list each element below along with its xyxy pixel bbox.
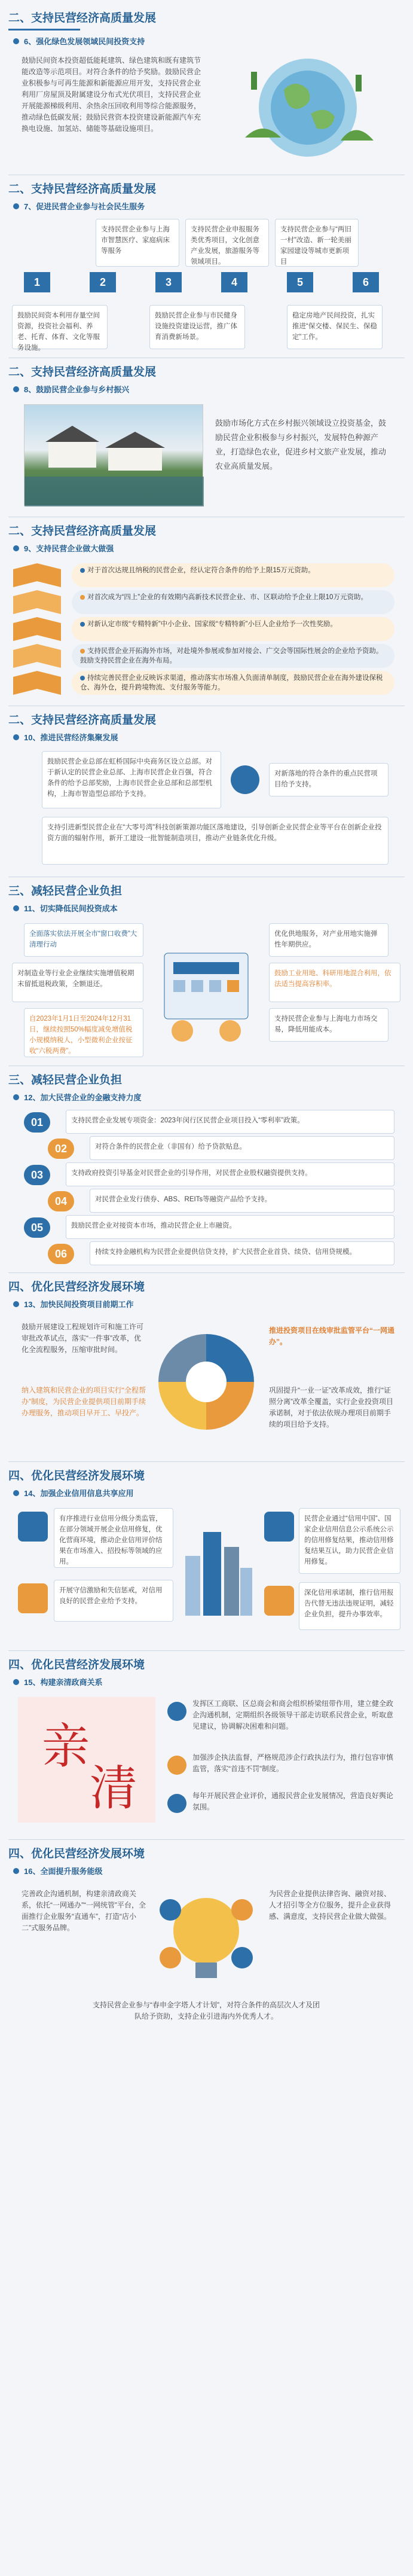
card-tax-reduction: 自2023年1月1日至2024年12月31日，继续按照50%幅度减免增值税小规模纳税人，小型微利企业按征收“六税两费”。 xyxy=(24,1008,143,1057)
bullet-icon xyxy=(80,649,85,654)
credit-icon xyxy=(18,1512,48,1542)
section-title: 二、支持民营经济高质量发展 xyxy=(8,366,157,379)
card-headquarters: 鼓励民营企业总部在虹桥国际中央商务区设立总部。对于新认定的民营企业总部、上海市民营企业百强，符合条件的给予总部奖励，上海市民营企业总部和总部型机构，上海市智造型总部给予支持。 xyxy=(42,751,221,808)
body-text-highlight: 推进投资项目在线审批监管平台“一网通办”。 xyxy=(269,1326,395,1346)
card-energy: 支持民营企业参与上海电力市场交易，降低用能成本。 xyxy=(269,1008,388,1042)
card-tax-refund: 对制造业等行业企业继续实施增值税期末留抵退税政策，全额退还。 xyxy=(12,963,143,1002)
item-number: 06 xyxy=(48,1244,74,1264)
support-item: 对新认定市级“专精特新”中小企业、国家级“专精特新”小巨人企业给予一次性奖励。 xyxy=(72,617,394,641)
section-title: 四、优化民营经济发展环境 xyxy=(8,1659,145,1671)
finance-item: 持续支持金融机构为民营企业提供信贷支持，扩大民营企业首贷、续贷、信用贷规模。 xyxy=(90,1241,394,1265)
card-credit-report: 深化信用承诺制，推行信用报告代替无违法违规证明，减轻企业负担，提升办事效率。 xyxy=(299,1582,400,1630)
section-divider xyxy=(8,1272,405,1273)
cost-illustration xyxy=(152,929,260,1049)
support-item: 持续完善民营企业反映诉求渠道，推动落实市场准入负面清单制度，鼓励民营企业在海外建设保税仓、海外仓，提升跨境物流、支付服务等能力。 xyxy=(72,671,394,695)
item-number: 05 xyxy=(24,1217,50,1238)
section-credit xyxy=(0,1466,413,1646)
sub-title: 12、加大民营企业的金融支持力度 xyxy=(13,1091,141,1105)
item-number: 03 xyxy=(24,1165,50,1185)
step-number: 3 xyxy=(155,272,182,292)
card-credit-incentive: 开展守信激励和失信惩戒，对信用良好的民营企业给予支持。 xyxy=(54,1580,173,1622)
gov-item: 每年开展民营企业评价，通报民营企业发展情况，营造良好舆论氛围。 xyxy=(192,1791,394,1811)
svg-text:亲: 亲 xyxy=(42,1721,90,1774)
section-title: 二、支持民营经济高质量发展 xyxy=(8,714,157,727)
card-culture: 支持民营企业申报服务类优秀项目，文化创意产业发展，旅游服务等领域项目。 xyxy=(185,219,269,267)
section-title: 二、支持民营经济高质量发展 xyxy=(8,525,157,538)
lightbulb-illustration xyxy=(152,1886,260,1988)
section-title: 四、优化民营经济发展环境 xyxy=(8,1848,145,1860)
body-text-highlight: 纳入建筑和民营企业的项目实行“全程帮办”制度，为民营企业提供项目前期手续办理服务，推动项目早开工、早投产。 xyxy=(22,1386,146,1417)
support-item: 对首次成为“四上”企业的有效期内高新技术民营企业、市、区联动给予企业上限10万元资助。 xyxy=(72,590,394,614)
section-divider xyxy=(8,1839,405,1840)
gov-item: 加强涉企执法监督，严格规范涉企行政执法行为，推行包容审慎监管，落实“首违不罚”制度。 xyxy=(192,1753,394,1773)
step-number: 2 xyxy=(90,272,116,292)
section-livelihood xyxy=(0,179,413,353)
finance-item: 支持民营企业发展专项资金：2023年闵行区民营企业项目投入“零利率”政策。 xyxy=(66,1110,394,1134)
report-icon xyxy=(264,1586,294,1616)
incentive-icon xyxy=(18,1583,48,1613)
step-number: 4 xyxy=(221,272,247,292)
link-icon xyxy=(231,765,259,794)
sub-title: 11、切实降低民间投资成本 xyxy=(13,902,118,916)
item-icon xyxy=(167,1794,186,1813)
sub-title: 7、促进民营企业参与社会民生服务 xyxy=(13,200,145,214)
sub-title: 15、构建亲清政商关系 xyxy=(13,1675,102,1690)
section-green-investment xyxy=(0,0,413,173)
gov-item: 发挥区工商联、区总商会和商会组织桥梁纽带作用，建立健全政企沟通机制，定期组织各级领导干部走访联系民营企业，听取意见建议，协调解决困难和问题。 xyxy=(192,1699,394,1730)
support-item: 对于首次达规且纳税的民营企业，经认定符合条件的给予上限15万元资助。 xyxy=(72,563,394,587)
bullet-icon xyxy=(80,568,85,573)
section-rural xyxy=(0,362,413,512)
bullet-icon xyxy=(80,595,85,600)
section-grow-stronger xyxy=(0,521,413,701)
card-land-supply: 优化供地服务，对产业用地实施弹性年期供应。 xyxy=(269,923,388,957)
sub-title: 10、推进民营经济集聚发展 xyxy=(13,731,118,745)
item-number: 01 xyxy=(24,1112,50,1133)
card-real-estate: 稳定房地产民间投资，扎实推进“保交楼、保民生、保稳定”工作。 xyxy=(287,305,383,349)
card-credit-repair: 民营企业通过“信用中国”、国家企业信用信息公示系统公示的信用修复结果，推动信用修复结果互认，助力民营企业信用修复。 xyxy=(299,1508,400,1574)
card-urban-renewal: 支持民营企业参与“两旧一村”改造、新一轮美丽家园建设等城市更新项目 xyxy=(275,219,359,267)
finance-item: 鼓励民营企业对接资本市场，推动民营企业上市融资。 xyxy=(66,1215,394,1239)
finance-item: 对民营企业发行债券、ABS、REITs等融资产品给予支持。 xyxy=(90,1189,394,1213)
svg-text:清: 清 xyxy=(90,1763,137,1815)
sub-title: 14、加强企业信用信息共享应用 xyxy=(13,1487,133,1501)
section-finance xyxy=(0,1070,413,1268)
support-item: 支持民营企业开拓海外市场，对赴境外参展或参加对接会、广交会等国际性展会的企业给予资助。鼓励支持民营企业在海外布局。 xyxy=(72,644,394,668)
body-text: 完善政企沟通机制，构建亲清政商关系，依托“一网通办”“一网统管”平台，全面推行企业服务“直通车”，打造“店小二”式服务品牌。 xyxy=(22,1890,146,1932)
sub-title: 9、支持民营企业做大做强 xyxy=(13,542,114,556)
item-number: 04 xyxy=(48,1191,74,1211)
chevron-stack xyxy=(13,563,61,695)
qingqing-illustration xyxy=(18,1697,155,1823)
item-icon xyxy=(167,1702,186,1721)
section-costs xyxy=(0,881,413,1061)
pie-illustration xyxy=(155,1319,257,1445)
finance-item: 对符合条件的民营企业（非国有）给予贷款贴息。 xyxy=(90,1136,394,1160)
body-text: 鼓励民间资本投资超低能耗建筑、绿色建筑和既有建筑节能改造等示范项目。对符合条件的给予奖励。鼓励民营企业积极参与可再生能源和新能源应用开发，支持民营企业利用厂房屋顶及附属建设分布式光伏项目，支持民营企业开展能源梯级利用、余热余压回收利用等综合能源服务，推动绿色低碳发展；鼓励民营资本投资建设新能源汽车充换电设施、加氢站、储能等基础设施项目。 xyxy=(22,56,201,133)
city-illustration xyxy=(179,1514,257,1622)
card-credit-supervision: 有序推进行业信用分级分类监管，在部分领域开展企业信用修复，优化营商环境，推动企业信用评价结果在市场准入、招投标等领域的应用。 xyxy=(54,1508,173,1568)
card-fee-cleanup: 全面落实依法开展全市“窗口收费”大清理行动 xyxy=(24,923,143,957)
sub-title: 8、鼓励民营企业参与乡村振兴 xyxy=(13,383,129,397)
section-title: 四、优化民营经济发展环境 xyxy=(8,1470,145,1482)
section-gov-business xyxy=(0,1655,413,1835)
section-services xyxy=(0,1844,413,2041)
section-divider xyxy=(8,1650,405,1651)
body-text: 为民营企业提供法律咨询、融资对接、人才招引等全方位服务，提升企业获得感、满意度，支持民营企业做大做强。 xyxy=(269,1890,391,1921)
section-title: 三、减轻民营企业负担 xyxy=(8,885,123,898)
section-title: 四、优化民营经济发展环境 xyxy=(8,1281,145,1293)
item-number: 02 xyxy=(48,1139,74,1159)
body-text: 鼓励市场化方式在乡村振兴领域设立投资基金，鼓励民营企业积极参与乡村振兴，发展特色种源产业，打造绿色农业，促进乡村文旅产业发展，推动农业高质量发展。 xyxy=(215,419,387,471)
step-number: 1 xyxy=(24,272,50,292)
section-clustering xyxy=(0,710,413,872)
body-text: 支持民营企业参与“春申金字塔人才计划”，对符合条件的高层次人才及团队给予资助，支持企业引进海内外优秀人才。 xyxy=(93,2001,320,2020)
bullet-icon xyxy=(80,622,85,627)
sub-title: 6、强化绿色发展领域民间投资支持 xyxy=(13,35,145,49)
section-divider xyxy=(8,1461,405,1462)
step-row xyxy=(24,272,383,298)
section-title: 三、减轻民营企业负担 xyxy=(8,1074,123,1086)
card-medical: 支持民营企业参与上海市智慧医疗、家庭病床等服务 xyxy=(96,219,179,267)
sub-title: 13、加快民间投资项目前期工作 xyxy=(13,1298,133,1312)
card-elderly-care: 鼓励民间资本利用存量空间资源，投资社会福利、养老、托育、体育、文化等服务设施。 xyxy=(12,305,108,349)
village-photo xyxy=(24,404,203,506)
step-number: 5 xyxy=(287,272,313,292)
card-key-projects: 对新落地的符合条件的重点民营项目给予支持。 xyxy=(269,763,388,796)
title-underline xyxy=(8,29,80,30)
card-land-use: 鼓励工业用地、科研用地混合利用，依法适当提高容积率。 xyxy=(269,963,400,1002)
card-fitness: 鼓励民营企业参与市民健身设施投资建设运营，推广体育消费新场景。 xyxy=(149,305,245,349)
section-title: 二、支持民营经济高质量发展 xyxy=(8,12,157,25)
body-text: 巩固提升“一业一证”改革成效，推行“证照分离”改革全覆盖，实行企业投资项目承诺制，对于依法依规办理项目前期手续的项目给予支持。 xyxy=(269,1386,393,1429)
repair-icon xyxy=(264,1512,294,1542)
bullet-icon xyxy=(80,676,85,680)
body-text: 鼓励开展建设工程规划许可和施工许可审批改革试点，落实“一件事”改革，优化全流程服务，压缩审批时间。 xyxy=(22,1323,144,1354)
sub-title: 16、全面提升服务能级 xyxy=(13,1864,102,1879)
earth-illustration xyxy=(227,48,388,167)
section-title: 二、支持民营经济高质量发展 xyxy=(8,183,157,196)
finance-item: 支持政府投资引导基金对民营企业的引导作用，对民营企业股权融资提供支持。 xyxy=(66,1162,394,1186)
section-project-prep xyxy=(0,1277,413,1457)
item-icon xyxy=(167,1756,186,1775)
card-innovation: 支持引进新型民营企业在“大零号湾”科技创新策源功能区落地建设，引导创新企业民营企业等平台在创新企业投资方面的辐射作用，新开工建设一批智能制造项目，推动产业链条优化升级。 xyxy=(42,817,388,865)
step-number: 6 xyxy=(353,272,379,292)
